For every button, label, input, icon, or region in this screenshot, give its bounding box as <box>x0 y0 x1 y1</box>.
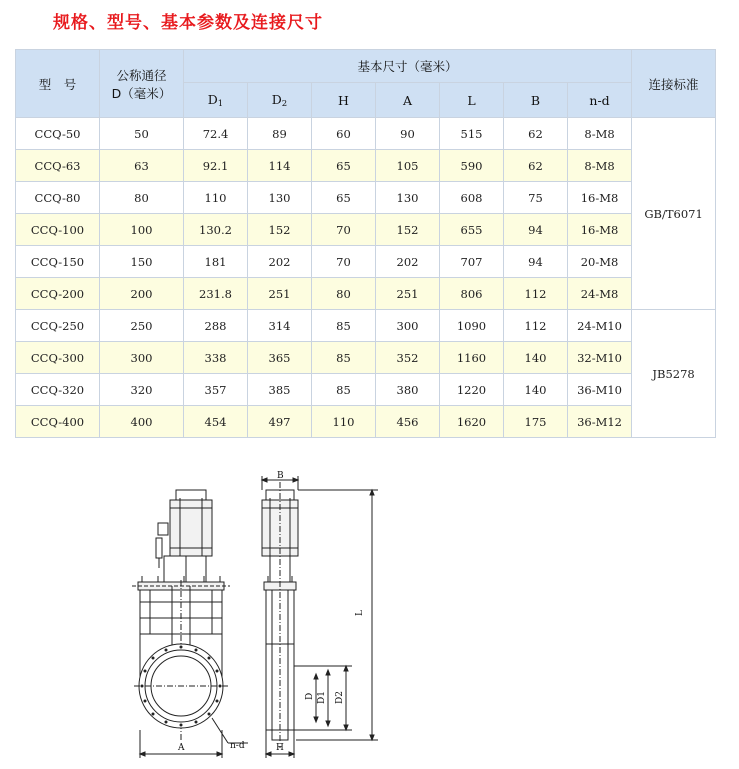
header-d2 <box>248 83 312 118</box>
cell-nd: 32-M10 <box>568 342 632 374</box>
cell-d: 320 <box>100 374 184 406</box>
cell-h: 70 <box>312 214 376 246</box>
cell-d2: 114 <box>248 150 312 182</box>
spec-table-container <box>15 49 715 438</box>
cell-nd: 20-M8 <box>568 246 632 278</box>
cell-b: 75 <box>504 182 568 214</box>
cell-d1: 338 <box>184 342 248 374</box>
cell-model: CCQ-150 <box>16 246 100 278</box>
cell-model: CCQ-300 <box>16 342 100 374</box>
cell-d: 200 <box>100 278 184 310</box>
cell-d2: 385 <box>248 374 312 406</box>
cell-h: 85 <box>312 374 376 406</box>
cell-d2: 89 <box>248 118 312 150</box>
cell-h: 65 <box>312 182 376 214</box>
cell-a: 152 <box>376 214 440 246</box>
cell-l: 707 <box>440 246 504 278</box>
table-row <box>16 182 716 214</box>
header-nominal-diameter <box>100 50 184 118</box>
cell-nd: 36-M12 <box>568 406 632 438</box>
cell-l: 590 <box>440 150 504 182</box>
header-d2-sub: 2 <box>281 98 288 109</box>
page-title: 规格、型号、基本参数及连接尺寸 <box>53 13 323 33</box>
label-h: H <box>276 743 284 753</box>
cell-d2: 152 <box>248 214 312 246</box>
cell-d: 50 <box>100 118 184 150</box>
cell-d: 80 <box>100 182 184 214</box>
label-d2: D2 <box>335 691 345 704</box>
cell-d2: 314 <box>248 310 312 342</box>
cell-connection-standard: GB/T6071 <box>632 118 716 310</box>
table-row <box>16 374 716 406</box>
cell-d2: 251 <box>248 278 312 310</box>
cell-a: 130 <box>376 182 440 214</box>
cell-nd: 16-M8 <box>568 182 632 214</box>
cell-d2: 497 <box>248 406 312 438</box>
cell-nd: 8-M8 <box>568 118 632 150</box>
cell-h: 85 <box>312 342 376 374</box>
cell-model: CCQ-320 <box>16 374 100 406</box>
header-basic-dimensions: 基本尺寸（毫米） <box>184 50 632 83</box>
cell-d1: 181 <box>184 246 248 278</box>
cell-l: 806 <box>440 278 504 310</box>
header-model: 型 号 <box>16 50 100 118</box>
header-d1-base: D <box>207 91 218 107</box>
cell-b: 94 <box>504 214 568 246</box>
cell-model: CCQ-100 <box>16 214 100 246</box>
cell-nd: 24-M8 <box>568 278 632 310</box>
cell-a: 105 <box>376 150 440 182</box>
cell-nd: 16-M8 <box>568 214 632 246</box>
cell-d1: 288 <box>184 310 248 342</box>
cell-d: 300 <box>100 342 184 374</box>
cell-a: 90 <box>376 118 440 150</box>
table-row <box>16 118 716 150</box>
cell-d1: 110 <box>184 182 248 214</box>
cell-model: CCQ-63 <box>16 150 100 182</box>
cell-nd: 36-M10 <box>568 374 632 406</box>
cell-d: 150 <box>100 246 184 278</box>
cell-b: 140 <box>504 342 568 374</box>
cell-d1: 357 <box>184 374 248 406</box>
cell-d1: 130.2 <box>184 214 248 246</box>
side-view <box>262 476 378 758</box>
table-row <box>16 246 716 278</box>
cell-h: 80 <box>312 278 376 310</box>
cell-b: 62 <box>504 150 568 182</box>
header-nominal-diameter-line1: 公称通径 <box>116 67 167 83</box>
cell-nd: 24-M10 <box>568 310 632 342</box>
cell-l: 608 <box>440 182 504 214</box>
header-nominal-diameter-line2: D（毫米） <box>111 85 172 101</box>
cell-b: 94 <box>504 246 568 278</box>
header-connection-standard: 连接标准 <box>632 50 716 118</box>
header-l: L <box>440 83 504 118</box>
label-nd: n-d <box>230 741 245 751</box>
cell-d1: 231.8 <box>184 278 248 310</box>
cell-a: 380 <box>376 374 440 406</box>
cell-l: 515 <box>440 118 504 150</box>
cell-a: 202 <box>376 246 440 278</box>
cell-a: 352 <box>376 342 440 374</box>
cell-model: CCQ-50 <box>16 118 100 150</box>
cell-h: 85 <box>312 310 376 342</box>
cell-d: 63 <box>100 150 184 182</box>
cell-model: CCQ-400 <box>16 406 100 438</box>
cell-d1: 92.1 <box>184 150 248 182</box>
label-a: A <box>178 743 185 753</box>
header-a: A <box>376 83 440 118</box>
valve-drawing <box>120 468 510 764</box>
table-row <box>16 278 716 310</box>
label-b: B <box>277 471 284 481</box>
cell-d: 100 <box>100 214 184 246</box>
label-l: L <box>355 610 365 616</box>
front-view <box>132 490 248 758</box>
header-h: H <box>312 83 376 118</box>
cell-d: 400 <box>100 406 184 438</box>
cell-model: CCQ-200 <box>16 278 100 310</box>
header-nd: n-d <box>568 83 632 118</box>
cell-model: CCQ-80 <box>16 182 100 214</box>
cell-h: 110 <box>312 406 376 438</box>
table-row <box>16 310 716 342</box>
table-body <box>16 118 716 438</box>
cell-nd: 8-M8 <box>568 150 632 182</box>
cell-d2: 202 <box>248 246 312 278</box>
cell-d1: 454 <box>184 406 248 438</box>
label-d: D <box>305 692 315 700</box>
cell-h: 60 <box>312 118 376 150</box>
cell-l: 1090 <box>440 310 504 342</box>
header-d2-base: D <box>271 91 282 107</box>
cell-d: 250 <box>100 310 184 342</box>
cell-b: 140 <box>504 374 568 406</box>
spec-table <box>15 49 716 438</box>
table-row <box>16 342 716 374</box>
cell-l: 655 <box>440 214 504 246</box>
table-row <box>16 406 716 438</box>
cell-connection-standard: JB5278 <box>632 310 716 438</box>
cell-d2: 130 <box>248 182 312 214</box>
cell-a: 300 <box>376 310 440 342</box>
table-row <box>16 214 716 246</box>
header-d1 <box>184 83 248 118</box>
cell-a: 456 <box>376 406 440 438</box>
cell-l: 1220 <box>440 374 504 406</box>
cell-b: 112 <box>504 310 568 342</box>
table-header <box>16 50 716 118</box>
cell-d2: 365 <box>248 342 312 374</box>
header-b: B <box>504 83 568 118</box>
label-d1: D1 <box>317 691 327 704</box>
cell-d1: 72.4 <box>184 118 248 150</box>
cell-h: 65 <box>312 150 376 182</box>
cell-h: 70 <box>312 246 376 278</box>
cell-b: 112 <box>504 278 568 310</box>
table-row <box>16 150 716 182</box>
cell-a: 251 <box>376 278 440 310</box>
cell-l: 1160 <box>440 342 504 374</box>
cell-b: 62 <box>504 118 568 150</box>
cell-b: 175 <box>504 406 568 438</box>
cell-model: CCQ-250 <box>16 310 100 342</box>
header-d1-sub: 1 <box>217 98 224 109</box>
cell-l: 1620 <box>440 406 504 438</box>
